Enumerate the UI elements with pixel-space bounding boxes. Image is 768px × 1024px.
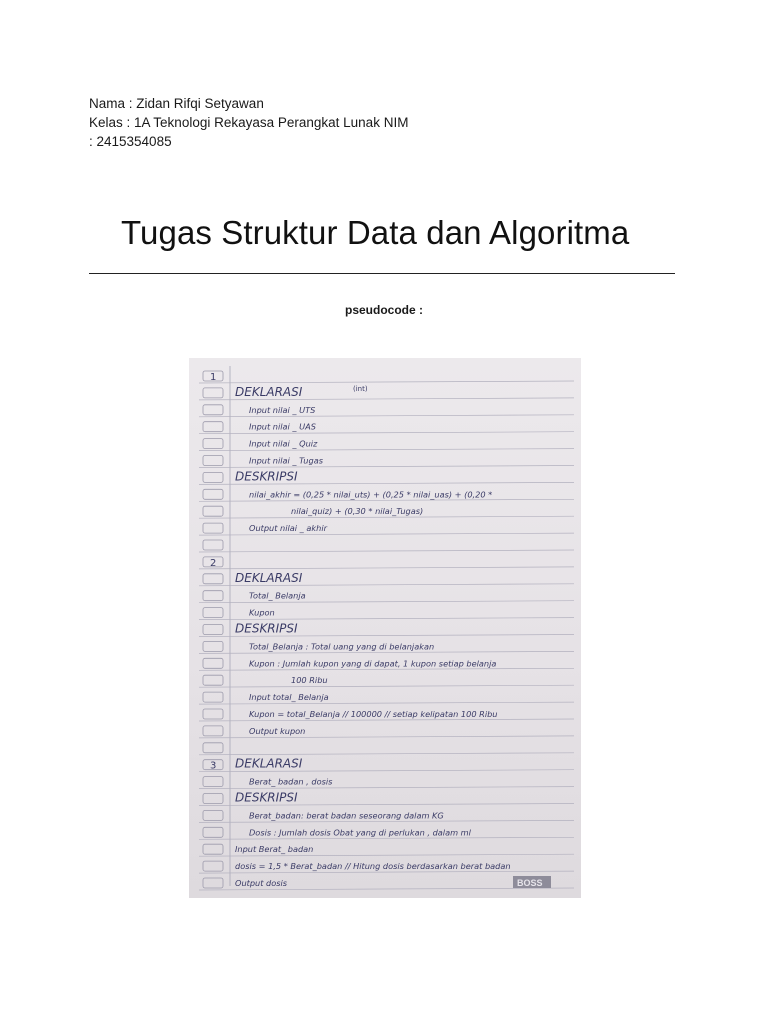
handwritten-line: Berat_badan: berat badan seseorang dalam KG: [249, 810, 444, 821]
handwritten-heading: DEKLARASI: [235, 570, 303, 585]
ruled-line: [199, 567, 574, 569]
number-box: [203, 675, 223, 685]
handwritten-line: Kupon : Jumlah kupon yang di dapat, 1 kupon setiap belanja: [249, 658, 497, 669]
number-box: [203, 405, 223, 415]
number-box: [203, 574, 223, 584]
ruled-line: [199, 685, 574, 687]
number-box: [203, 844, 223, 854]
title-divider: [89, 273, 675, 274]
ruled-line: [199, 381, 574, 383]
notebook-photo: [189, 358, 581, 898]
ruled-line: [199, 499, 574, 501]
handwritten-line: Input nilai _ UAS: [249, 421, 316, 432]
ruled-line: [199, 871, 574, 873]
handwritten-line: nilai_akhir = (0,25 * nilai_uts) + (0,25 * nilai_uas) + (0,20 *: [249, 489, 493, 500]
handwritten-heading: DESKRIPSI: [235, 790, 298, 805]
handwritten-line: Kupon = total_Belanja // 100000 // setiap kelipatan 100 Ribu: [249, 709, 498, 719]
document-title: Tugas Struktur Data dan Algoritma: [121, 214, 630, 251]
ruled-line: [199, 753, 574, 755]
number-box: [203, 794, 223, 804]
handwritten-heading: DESKRIPSI: [235, 469, 298, 484]
handwritten-line: Output kupon: [249, 725, 306, 736]
handwritten-line: Total_ Belanja: [249, 590, 306, 601]
ruled-line: [199, 651, 574, 653]
number-box: [203, 439, 223, 449]
number-box: [203, 878, 223, 888]
ruled-line: [199, 702, 574, 704]
ruled-line: [199, 550, 574, 552]
handwritten-heading: DEKLARASI: [235, 384, 303, 399]
number-box: [203, 658, 223, 668]
handwritten-note: (int): [353, 384, 368, 393]
number-box: [203, 422, 223, 432]
number-box: [203, 743, 223, 753]
number-box: [203, 608, 223, 618]
ruled-line: [199, 601, 574, 603]
number-box: [203, 456, 223, 466]
number-box: [203, 472, 223, 482]
handwritten-heading: DESKRIPSI: [235, 621, 298, 636]
number-box: [203, 810, 223, 820]
ruled-line: [199, 787, 574, 789]
number-box: [203, 692, 223, 702]
number-box: [203, 540, 223, 550]
number-box: [203, 827, 223, 837]
ruled-line: [199, 820, 574, 822]
ruled-line: [199, 837, 574, 839]
ruled-line: [199, 668, 574, 670]
handwritten-line: Output dosis: [235, 878, 288, 888]
number-box: [203, 388, 223, 398]
handwritten-line: Input total_ Belanja: [249, 692, 329, 703]
number-box: [203, 861, 223, 871]
handwritten-heading: DEKLARASI: [235, 756, 303, 771]
handwritten-line: Kupon: [249, 607, 275, 618]
number-box: [203, 506, 223, 516]
handwritten-line: Output nilai _ akhir: [249, 523, 327, 534]
number-box: [203, 777, 223, 787]
ruled-line: [199, 533, 574, 535]
ruled-line: [199, 415, 574, 417]
number-box: [203, 709, 223, 719]
ruled-line: [199, 888, 574, 890]
ruled-line: [199, 516, 574, 518]
student-class: Kelas : 1A Teknologi Rekayasa Perangkat Lunak NIM: [89, 115, 409, 130]
ruled-line: [199, 719, 574, 721]
handwritten-line: Input Berat_ badan: [235, 844, 314, 855]
item-number: 2: [210, 557, 217, 569]
ruled-line: [199, 854, 574, 856]
number-box: [203, 625, 223, 635]
item-number: 3: [210, 760, 217, 772]
student-name: Nama : Zidan Rifqi Setyawan: [89, 96, 264, 111]
notebook-page: [189, 358, 581, 898]
section-label: pseudocode :: [344, 303, 423, 317]
number-box: [203, 726, 223, 736]
student-nim: : 2415354085: [89, 134, 172, 149]
handwritten-line: nilai_quiz) + (0,30 * nilai_Tugas): [291, 506, 424, 517]
number-box: [203, 641, 223, 651]
handwritten-line: Input nilai _ Quiz: [249, 438, 318, 449]
handwritten-line: 100 Ribu: [291, 675, 328, 686]
number-box: [203, 489, 223, 499]
handwritten-line: Total_Belanja : Total uang yang di belanjakan: [249, 641, 435, 652]
item-number: 1: [210, 372, 217, 383]
ruled-line: [199, 618, 574, 620]
number-box: [203, 591, 223, 601]
student-info: [89, 94, 408, 151]
handwritten-line: Input nilai _ UTS: [249, 404, 316, 415]
handwritten-line: Berat_ badan , dosis: [249, 776, 333, 787]
ruled-line: [199, 736, 574, 738]
handwritten-line: Input nilai _ Tugas: [249, 455, 323, 466]
ruled-line: [199, 449, 574, 451]
brand-logo-text: BOSS: [517, 878, 543, 888]
handwritten-line: Dosis : Jumlah dosis Obat yang di perlukan , dalam ml: [249, 827, 471, 838]
number-box: [203, 523, 223, 533]
ruled-line: [199, 432, 574, 434]
handwritten-line: dosis = 1,5 * Berat_badan // Hitung dosis berdasarkan berat badan: [235, 861, 511, 872]
ruled-line: [199, 466, 574, 468]
